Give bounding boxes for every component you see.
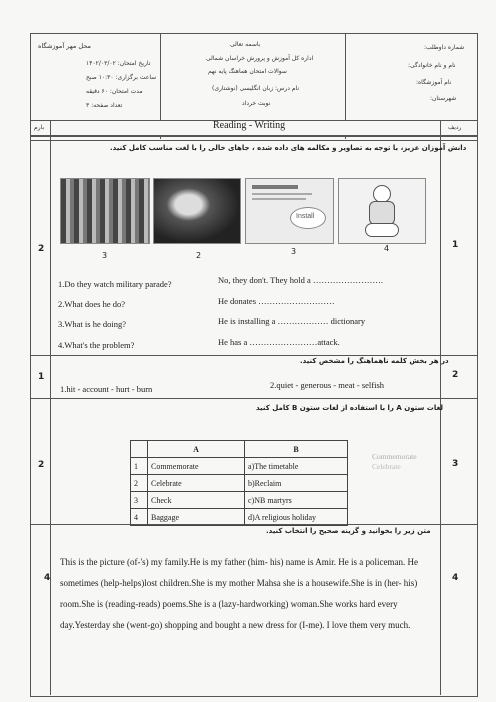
q1-instruction: دانش آموزان عزیز، با توجه به تصاویر و مکالمه های داده شده ، جاهای خالی را با لغت مناسب کامل کنید.	[110, 144, 467, 152]
q1-line-1-answer: No, they don't. They hold a …………………….	[218, 275, 383, 285]
column-a-cell: Celebrate	[148, 475, 245, 492]
q2-row-number: 2	[452, 370, 459, 380]
q2-instruction: در هر بخش کلمه ناهماهنگ را مشخص کنید.	[300, 357, 449, 365]
q1-line-4-question: 4.What's the problem?	[58, 340, 135, 350]
matching-row-number: 3	[131, 492, 148, 509]
column-b-cell: a)The timetable	[245, 458, 348, 475]
column-a-header: A	[148, 441, 245, 458]
q1-line-3-answer: He is installing a ……………… dictionary	[218, 316, 366, 326]
heart-attack-cartoon	[338, 178, 426, 244]
q1-row-number: 1	[452, 240, 459, 250]
header-center-1: باسمه تعالی	[230, 41, 261, 48]
picture-number-3: 3	[291, 247, 297, 256]
q1-line-2-question: 2.What does he do?	[58, 299, 126, 309]
exam-duration: مدت امتحان: ۶۰ دقیقه	[86, 88, 143, 95]
score-column-header: بارم	[34, 124, 45, 131]
column-b-header: B	[245, 441, 348, 458]
exam-time: ساعت برگزاری: ۱۰:۳۰ صبح	[86, 74, 157, 81]
matching-row-number: 4	[131, 509, 148, 526]
column-b-cell: c)NB martyrs	[245, 492, 348, 509]
picture-number-1: 3	[102, 251, 108, 260]
school-name-label: نام آموزشگاه:	[416, 79, 452, 86]
matching-row-number: 1	[131, 458, 148, 475]
matching-row	[131, 475, 348, 492]
exam-date: تاریخ امتحان: ۱۴۰۲/۰۳/۰۲	[86, 60, 151, 67]
column-b-cell: b)Reclaim	[245, 475, 348, 492]
page-count: تعداد صفحه: ۳	[86, 102, 123, 109]
column-a-cell: Commemorate	[148, 458, 245, 475]
q1-line-4-answer: He has a ……………………attack.	[218, 337, 340, 347]
faint-text-1: Commemorate	[372, 452, 417, 461]
header-center-5: نوبت خرداد	[242, 100, 271, 107]
military-parade-photo	[60, 178, 150, 244]
q1-line-2-answer: He donates ………………………	[218, 296, 335, 306]
stamp-label: محل مهر آموزشگاه	[38, 42, 92, 50]
install-caption: Install	[296, 213, 315, 220]
matching-header-row	[131, 441, 348, 458]
row-column-header: ردیف	[448, 124, 462, 131]
blood-donation-photo	[153, 178, 241, 244]
candidate-number-label: شماره داوطلب:	[424, 44, 465, 51]
column-a-cell: Baggage	[148, 509, 245, 526]
matching-row-number: 2	[131, 475, 148, 492]
q4-score: 4	[44, 573, 51, 583]
matching-row	[131, 492, 348, 509]
q1-line-3-question: 3.What is he doing?	[58, 319, 126, 329]
q2-score: 1	[38, 372, 45, 382]
q3-instruction: لغات ستون A را با استفاده از لغات ستون B کامل کنید	[256, 404, 444, 412]
q1-score: 2	[38, 244, 45, 254]
matching-row	[131, 509, 348, 526]
header-center-4: نام درس: زبان انگلیسی (نوشتاری)	[212, 85, 300, 92]
picture-number-4: 4	[384, 244, 390, 253]
city-label: شهرستان:	[430, 95, 457, 102]
column-b-cell: d)A religious holiday	[245, 509, 348, 526]
section-title: Reading - Writing	[213, 120, 286, 131]
q3-score: 2	[38, 460, 45, 470]
picture-number-2: 2	[196, 251, 202, 260]
installing-dictionary-photo	[245, 178, 334, 244]
header-center-2: اداره کل آموزش و پرورش خراسان شمالی	[206, 55, 314, 62]
q2-group-2: 2.quiet - generous - meat - selfish	[270, 380, 385, 390]
header-center-3: سوالات امتحان هماهنگ پایه نهم	[208, 68, 287, 75]
reading-passage: This is the picture (of-'s) my family.He is my father (him- his) name is Amir. He is a policeman. He sometimes (help-helps)lost children.She is my mother Mahsa she is a housewife.She is in (her- his) room.She is (reading-reads) poems.She is a (lazy-hardworking) woman.She works hard every day.Yesterday she (went-go) shopping and bought a new dress for (I-me). I love them very much.	[60, 557, 418, 630]
q4-instruction: متن زیر را بخوانید و گزینه صحیح را انتخاب کنید.	[266, 527, 431, 535]
column-a-cell: Check	[148, 492, 245, 509]
student-name-label: نام و نام خانوادگی:	[408, 62, 456, 69]
q1-line-1-question: 1.Do they watch military parade?	[58, 279, 172, 289]
faint-text-2: Celebrate	[372, 462, 401, 471]
q4-row-number: 4	[452, 573, 459, 583]
matching-row	[131, 458, 348, 475]
q3-row-number: 3	[452, 459, 459, 469]
q2-group-1: 1.hit - account - hurt - burn	[60, 384, 153, 394]
matching-table	[130, 440, 348, 526]
